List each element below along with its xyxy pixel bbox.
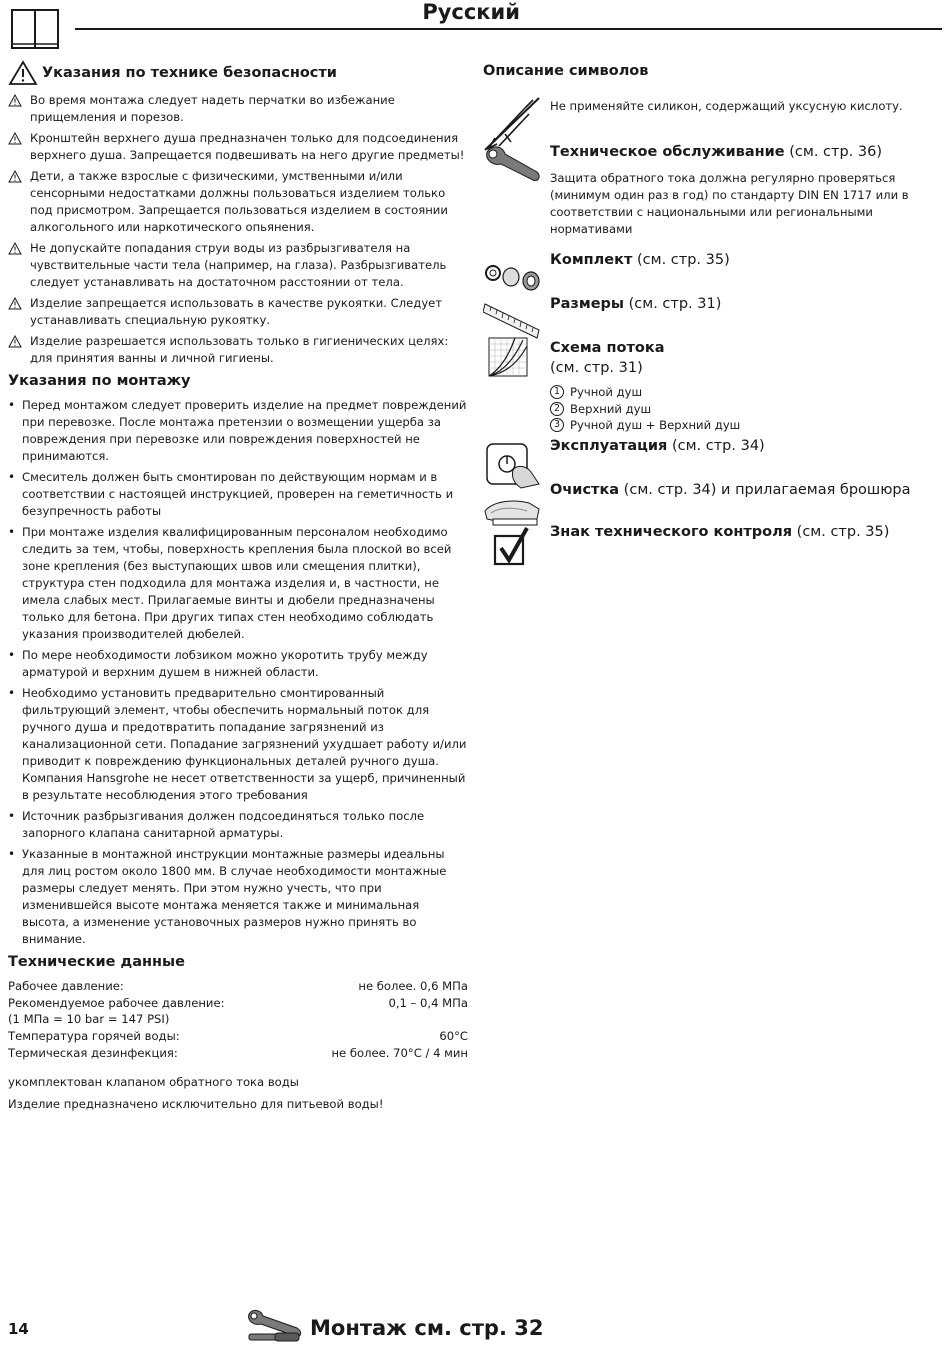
- bullet-icon: •: [8, 686, 16, 700]
- list-item: • По мере необходимости лобзиком можно укоротить трубу между арматурой и верхним душем в нижней области.: [8, 648, 428, 679]
- symbols-heading: Описание символов: [483, 63, 649, 79]
- table-row: Рабочее давление: не более. 0,6 МПа: [8, 979, 468, 993]
- mounting-heading: Указания по монтажу: [8, 373, 191, 389]
- symbol-cleaning: [483, 478, 943, 522]
- header-rule: [75, 28, 942, 30]
- symbol-kit: [483, 248, 943, 292]
- table-row: (1 МПа = 10 bar = 147 PSI): [8, 1012, 170, 1027]
- bullet-icon: •: [8, 648, 16, 662]
- list-item: Не допускайте попадания струи воды из разбрызгивателя на чувствительные части тела (например, на глаза). Разбрызгиватель следует устанавливать на достаточном расстоянии от тела.: [8, 240, 468, 291]
- left-column: [8, 60, 468, 1112]
- list-item: Изделие запрещается использовать в качестве рукоятки. Следует устанавливать специальную рукоятку.: [8, 295, 468, 329]
- bullet-icon: •: [8, 398, 16, 412]
- assembly-reference: Монтаж см. стр. 32: [310, 1316, 544, 1340]
- silicone-text: Не применяйте силикон, содержащий уксусную кислоту.: [550, 99, 903, 113]
- list-item: • Перед монтажом следует проверить изделие на предмет повреждений при перевозке. После монтажа претензии о возмещении ущерба за повреждения при перевозке или повреждения поверхностей не принимаются.: [8, 398, 467, 463]
- warning-icon: [8, 335, 22, 348]
- cleaning-text: Очистка (см. стр. 34) и прилагаемая брошюра: [550, 482, 911, 498]
- bullet-icon: •: [8, 525, 16, 539]
- table-row: Рекомендуемое рабочее давление: 0,1 – 0,4 МПа: [8, 995, 468, 1010]
- checkmark-icon: [483, 520, 543, 578]
- kit-text: Комплект (см. стр. 35): [550, 252, 730, 268]
- mounting-list: [8, 397, 468, 948]
- list-item: • Смеситель должен быть смонтирован по действующим нормам и в соответствии с настоящей инструкцией, проверен на геметичность и безупречность работы: [8, 470, 454, 518]
- symbol-operation: [483, 434, 943, 482]
- list-item: Во время монтажа следует надеть перчатки во избежание прищемления и порезов.: [8, 92, 468, 126]
- page-title: Русский: [422, 0, 520, 24]
- list-item: • Указанные в монтажной инструкции монтажные размеры идеальны для лиц ростом около 1800 мм. В случае необходимости монтажные размеры следует менять. При этом нужно учесть, что при изменившейся высоте монтажа меняется также и минимальная высота, а изменение установочных размеров нужно принять во внимание.: [8, 847, 447, 946]
- bullet-icon: •: [8, 470, 16, 484]
- list-item: • Источник разбрызгивания должен подсоединяться только после запорного клапана санитарной арматуры.: [8, 809, 425, 840]
- symbol-dimensions: [483, 292, 943, 334]
- inspection-text: Знак технического контроля (см. стр. 35): [550, 524, 890, 540]
- warning-icon: [8, 297, 22, 310]
- drinking-water-note: Изделие предназначено исключительно для питьевой воды!: [8, 1096, 384, 1111]
- safety-list: [8, 92, 468, 367]
- warning-icon: [8, 94, 22, 107]
- tech-table: [8, 978, 468, 1062]
- dimensions-text: Размеры (см. стр. 31): [550, 296, 722, 312]
- operation-text: Эксплуатация (см. стр. 34): [550, 438, 765, 454]
- tools-icon: [245, 1308, 305, 1350]
- wrench-icon: [483, 142, 543, 200]
- list-item: • При монтаже изделия квалифицированным персоналом необходимо следить за тем, чтобы, поверхность крепления была плоской во всей зоне крепления (без выступающих швов или смещения плитки), структура стен подходила для монтажа изделия и, в частности, не имела слабых мест. Прилагаемые винты и дюбели предназначены только для бетона. При других типах стен необходимо соблюдать указания производителей дюбелей.: [8, 525, 452, 641]
- warning-icon: [8, 60, 38, 86]
- list-item: • Необходимо установить предварительно смонтированный фильтрующий элемент, чтобы обеспечить нормальный поток для ручного душа и предотвратить попадание загрязнений из канализационной сети. Попадание загрязнений ухудшает работу и/или приводит к повреждению функциональных деталей ручного душа. Компания Hansgrohe не несет ответственности за ущерб, причиненный в результате несоблюдения этого требования: [8, 686, 467, 802]
- symbol-inspection: [483, 520, 943, 566]
- manual-book-icon: [10, 8, 60, 50]
- list-item: 2 Верхний душ: [550, 401, 940, 418]
- list-item: 1 Ручной душ: [550, 384, 940, 401]
- table-row: Термическая дезинфекция: не более. 70°C / 4 мин: [8, 1045, 468, 1060]
- safety-title: Указания по технике безопасности: [42, 65, 337, 81]
- flow-list: [550, 384, 940, 434]
- warning-icon: [8, 242, 22, 255]
- symbol-maintenance: [483, 140, 943, 250]
- list-item: Дети, а также взрослые с физическими, умственными и/или сенсорными недостатками должны пользоваться изделием только под присмотром. Запрещается пользоваться изделием в состоянии алкогольного или наркотического опьянения.: [8, 168, 468, 236]
- bullet-icon: •: [8, 847, 16, 861]
- warning-icon: [8, 132, 22, 145]
- valve-note: укомплектован клапаном обратного тока воды: [8, 1074, 299, 1089]
- list-item: Изделие разрешается использовать только в гигиенических целях: для принятия ванны и личной гигиены.: [8, 333, 468, 367]
- safety-heading: [8, 60, 468, 86]
- bullet-icon: •: [8, 809, 16, 823]
- page-number: 14: [8, 1320, 29, 1338]
- maintenance-text: Техническое обслуживание (см. стр. 36) Защита обратного тока должна регулярно проверяться (минимум один раз в год) по стандарту DIN EN 1717 или в соответствии с национальными или региональными нормативами: [550, 144, 909, 236]
- right-column: [483, 60, 943, 540]
- tech-heading: Технические данные: [8, 954, 186, 970]
- symbol-flow: [483, 336, 943, 436]
- table-row: Температура горячей воды: 60°C: [8, 1029, 468, 1044]
- flow-text: Схема потока (см. стр. 31) 1 Ручной душ 2 Верхний душ 3 Ручной душ + Верхний душ: [550, 338, 940, 434]
- flow-diagram-icon: [483, 336, 531, 380]
- symbol-silicone: [483, 92, 943, 144]
- list-item: Кронштейн верхнего душа предназначен только для подсоединения верхнего душа. Запрещается подвешивать на него другие предметы!: [8, 130, 468, 164]
- warning-icon: [8, 170, 22, 183]
- list-item: 3 Ручной душ + Верхний душ: [550, 417, 940, 434]
